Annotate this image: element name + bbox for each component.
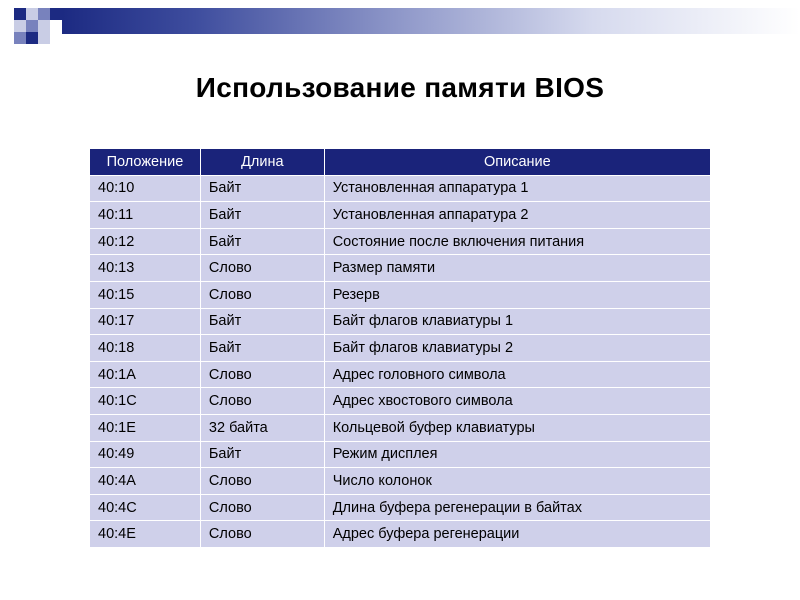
table-row xyxy=(90,414,711,441)
cell-position: 40:1A xyxy=(90,361,201,388)
cell-position: 40:1E xyxy=(90,414,201,441)
table-row xyxy=(90,521,711,548)
cell-length: Слово xyxy=(200,521,324,548)
slide-title: Использование памяти BIOS xyxy=(195,72,605,103)
table-row xyxy=(90,255,711,282)
table-body xyxy=(90,175,711,547)
table-row xyxy=(90,361,711,388)
cell-length: Байт xyxy=(200,308,324,335)
cell-description: Состояние после включения питания xyxy=(324,228,710,255)
cell-description: Кольцевой буфер клавиатуры xyxy=(324,414,710,441)
cell-description: Байт флагов клавиатуры 2 xyxy=(324,335,710,362)
cell-length: Слово xyxy=(200,281,324,308)
deco-square xyxy=(14,32,26,44)
deco-square xyxy=(38,8,50,20)
table-row xyxy=(90,308,711,335)
table-row xyxy=(90,202,711,229)
cell-length: Слово xyxy=(200,388,324,415)
table-row xyxy=(90,494,711,521)
cell-length: Слово xyxy=(200,468,324,495)
deco-square xyxy=(26,8,38,20)
table-row xyxy=(90,281,711,308)
table-row xyxy=(90,228,711,255)
cell-length: Байт xyxy=(200,202,324,229)
cell-length: Слово xyxy=(200,361,324,388)
col-header-description: Описание xyxy=(324,149,710,176)
cell-description: Адрес хвостового символа xyxy=(324,388,710,415)
header-decoration xyxy=(0,0,800,60)
deco-square xyxy=(38,20,50,32)
deco-square xyxy=(14,8,26,20)
bios-memory-table xyxy=(89,148,711,548)
cell-position: 40:4E xyxy=(90,521,201,548)
deco-square xyxy=(50,8,62,20)
cell-length: Байт xyxy=(200,335,324,362)
gradient-bar xyxy=(62,8,800,34)
deco-square xyxy=(26,20,38,32)
cell-length: Байт xyxy=(200,175,324,202)
cell-length: Слово xyxy=(200,494,324,521)
cell-position: 40:4C xyxy=(90,494,201,521)
cell-description: Установленная аппаратура 1 xyxy=(324,175,710,202)
cell-description: Число колонок xyxy=(324,468,710,495)
cell-length: Байт xyxy=(200,441,324,468)
cell-position: 40:13 xyxy=(90,255,201,282)
cell-length: 32 байта xyxy=(200,414,324,441)
cell-position: 40:15 xyxy=(90,281,201,308)
cell-position: 40:17 xyxy=(90,308,201,335)
cell-description: Адрес головного символа xyxy=(324,361,710,388)
cell-position: 40:18 xyxy=(90,335,201,362)
table-row xyxy=(90,441,711,468)
deco-square xyxy=(38,32,50,44)
cell-length: Слово xyxy=(200,255,324,282)
col-header-length: Длина xyxy=(200,149,324,176)
cell-length: Байт xyxy=(200,228,324,255)
cell-position: 40:1C xyxy=(90,388,201,415)
cell-description: Резерв xyxy=(324,281,710,308)
table-row xyxy=(90,335,711,362)
table-row xyxy=(90,388,711,415)
cell-description: Установленная аппаратура 2 xyxy=(324,202,710,229)
cell-description: Длина буфера регенерации в байтах xyxy=(324,494,710,521)
cell-description: Размер памяти xyxy=(324,255,710,282)
cell-position: 40:10 xyxy=(90,175,201,202)
table-row xyxy=(90,175,711,202)
deco-square xyxy=(26,32,38,44)
cell-description: Адрес буфера регенерации xyxy=(324,521,710,548)
cell-position: 40:11 xyxy=(90,202,201,229)
cell-description: Режим дисплея xyxy=(324,441,710,468)
cell-position: 40:4A xyxy=(90,468,201,495)
cell-position: 40:12 xyxy=(90,228,201,255)
table-header-row xyxy=(90,149,711,176)
table-row xyxy=(90,468,711,495)
deco-square xyxy=(14,20,26,32)
col-header-position: Положение xyxy=(90,149,201,176)
cell-position: 40:49 xyxy=(90,441,201,468)
cell-description: Байт флагов клавиатуры 1 xyxy=(324,308,710,335)
